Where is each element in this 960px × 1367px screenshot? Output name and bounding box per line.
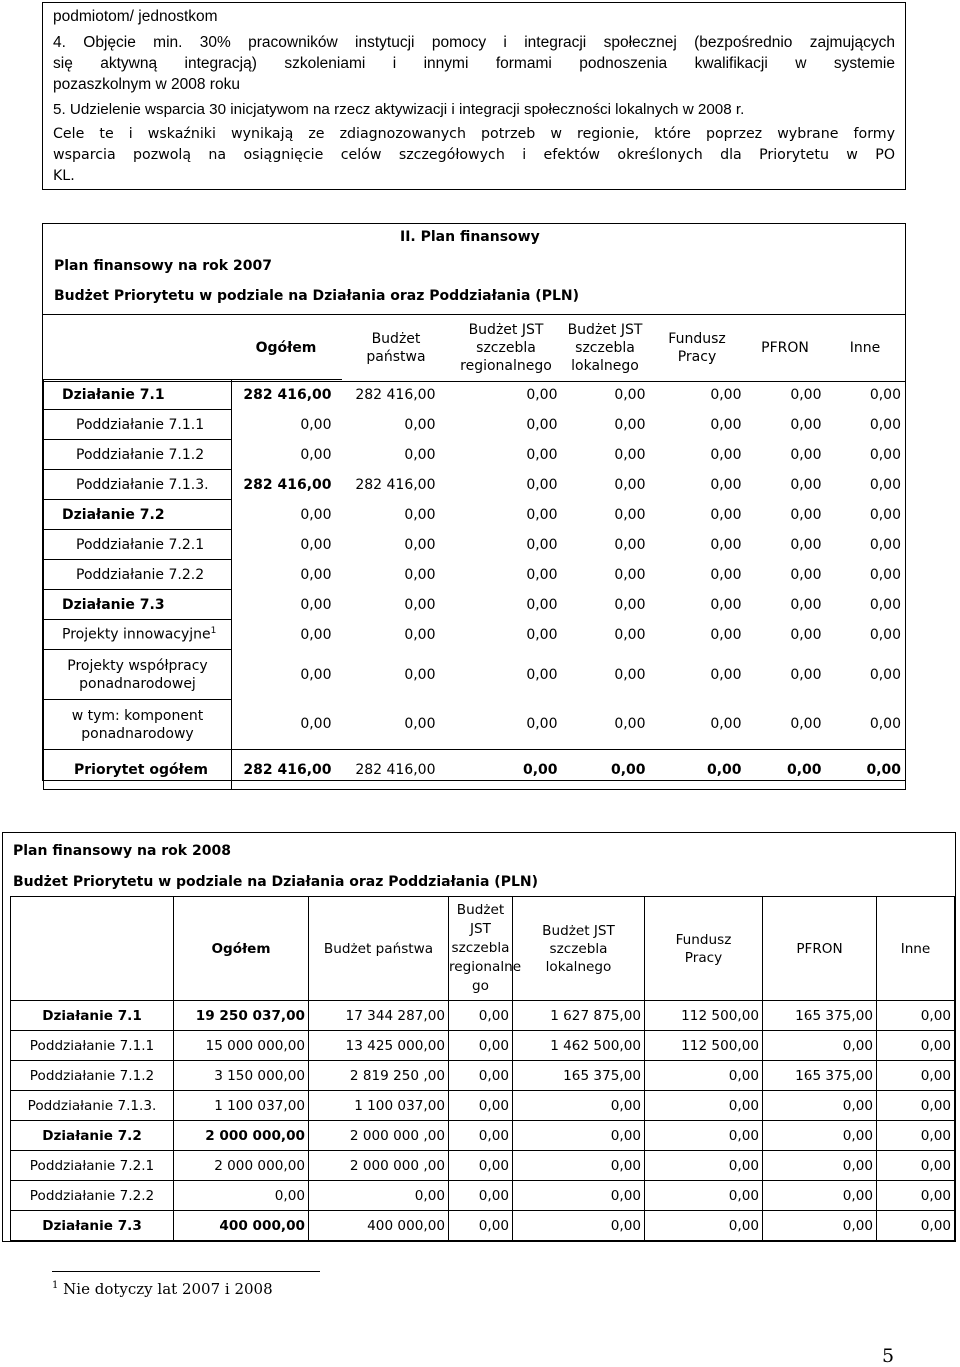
row-label-text: Priorytet ogółem: [74, 761, 208, 778]
value-cell: 165 375,00: [513, 1061, 645, 1091]
header-pfron: PFRON: [761, 340, 809, 356]
value-cell: 282 416,00: [232, 380, 342, 410]
value-cell: 0,00: [826, 650, 906, 700]
value-cell: 2 000 000,00: [174, 1151, 309, 1181]
value-cell: 0,00: [449, 1091, 513, 1121]
value-cell: 0,00: [232, 440, 342, 470]
value-cell: 2 000 000 ,00: [309, 1151, 449, 1181]
value-cell: 0,00: [763, 1091, 877, 1121]
value-cell: 0,00: [404, 716, 436, 733]
header-line: szczebla: [451, 940, 510, 956]
header-ogolem: Ogółem: [255, 340, 317, 356]
value-cell: 0,00: [526, 416, 558, 433]
objective-4-line-1: 4. Objęcie min. 30% pracowników instytucji pomocy i integracji społecznej (bezpośrednio zajmujących: [53, 34, 895, 51]
header-line: regionalnego: [460, 358, 552, 374]
value-cell: 0,00: [614, 476, 646, 493]
row-label: [44, 620, 232, 650]
value-cell: 0,00: [526, 386, 558, 403]
value-cell: 0,00: [513, 1181, 645, 1211]
value-cell: 0,00: [645, 1181, 763, 1211]
row-label: Poddziałanie 7.2.2: [11, 1181, 174, 1211]
value-cell: 0,00: [614, 626, 646, 643]
value-cell: 0,00: [232, 410, 342, 440]
value-cell: 0,00: [449, 1031, 513, 1061]
table-row: [11, 1211, 955, 1241]
header-jst-regionalny: [449, 897, 522, 1001]
row-label: [44, 650, 232, 700]
row-label-text: Działanie 7.3: [62, 596, 165, 613]
row-label: [44, 440, 232, 470]
value-cell: 0,00: [877, 1151, 955, 1181]
value-cell: 0,00: [614, 666, 646, 683]
value-cell: 0,00: [449, 1061, 513, 1091]
row-label: [44, 410, 232, 440]
header-line: Budżet JST: [468, 322, 544, 338]
value-cell: 165 375,00: [763, 1001, 877, 1031]
value-cell: 0,00: [232, 530, 342, 560]
value-cell: 0,00: [232, 620, 342, 650]
value-cell: 0,00: [763, 1121, 877, 1151]
value-cell: 0,00: [232, 700, 342, 750]
row-label-line: ponadnarodowy: [81, 725, 194, 742]
plan-2008-title: Plan finansowy na rok 2008: [13, 843, 231, 859]
row-label: [44, 380, 232, 410]
objectives-box: [42, 2, 906, 190]
row-label: Poddziałanie 7.1.3.: [11, 1091, 174, 1121]
value-cell: 0,00: [449, 1001, 513, 1031]
value-cell: 0,00: [449, 1121, 513, 1151]
value-cell: 0,00: [232, 590, 342, 620]
row-label-text: Działanie 7.1: [62, 386, 165, 403]
value-cell: 0,00: [614, 506, 646, 523]
table-row: [44, 650, 906, 700]
header-line: go: [472, 978, 489, 994]
row-label-line: ponadnarodowej: [79, 675, 196, 692]
value-cell: 0,00: [404, 416, 436, 433]
header-line: lokalnego: [571, 358, 639, 374]
value-cell: 0,00: [526, 596, 558, 613]
header-inne: Inne: [877, 897, 955, 1001]
value-cell: 0,00: [710, 446, 742, 463]
value-cell: 0,00: [526, 476, 558, 493]
value-cell: 17 344 287,00: [309, 1001, 449, 1031]
value-cell: 0,00: [710, 386, 742, 403]
value-cell: 0,00: [826, 410, 906, 440]
table-row: [44, 440, 906, 470]
value-cell: 0,00: [826, 700, 906, 750]
value-cell: 0,00: [763, 1181, 877, 1211]
value-cell: 0,00: [449, 1211, 513, 1241]
value-cell: 0,00: [877, 1031, 955, 1061]
table-row: [11, 1151, 955, 1181]
value-cell: 3 150 000,00: [174, 1061, 309, 1091]
objective-4-line-2: się aktywną integracją) szkoleniami i innymi formami podnoszenia kwalifikacji w systemie: [53, 55, 895, 72]
row-label-line: Projekty współpracy: [67, 657, 208, 674]
value-cell: 0,00: [790, 536, 822, 553]
value-cell: 0,00: [614, 536, 646, 553]
value-cell: 0,00: [404, 536, 436, 553]
value-cell: 0,00: [614, 416, 646, 433]
value-cell: 0,00: [710, 626, 742, 643]
value-cell: 0,00: [614, 386, 646, 403]
footnote: [52, 1280, 273, 1298]
value-cell: 0,00: [452, 750, 562, 790]
row-label-text: Poddziałanie 7.1.3.: [76, 476, 209, 493]
value-cell: 282 416,00: [342, 750, 452, 790]
value-cell: 0,00: [562, 750, 650, 790]
header-line: JST: [470, 921, 491, 937]
conclusion-line-2: wsparcia pozwolą na osiągnięcie celów szczegółowych i efektów określonych dla Priorytetu w PO: [53, 147, 895, 163]
conclusion-line-3: KL.: [53, 168, 75, 184]
table-row: [11, 1001, 955, 1031]
value-cell: 0,00: [650, 750, 746, 790]
value-cell: 0,00: [710, 416, 742, 433]
value-cell: 15 000 000,00: [174, 1031, 309, 1061]
value-cell: 0,00: [404, 626, 436, 643]
row-label-text: Poddziałanie 7.1.2: [76, 446, 205, 463]
value-cell: 0,00: [790, 416, 822, 433]
table-row: [11, 1061, 955, 1091]
value-cell: 0,00: [404, 596, 436, 613]
value-cell: 1 627 875,00: [513, 1001, 645, 1031]
page-number: 5: [882, 1345, 895, 1367]
value-cell: 0,00: [526, 666, 558, 683]
value-cell: 0,00: [614, 596, 646, 613]
table-row: [44, 590, 906, 620]
value-cell: 0,00: [790, 386, 822, 403]
value-cell: 0,00: [826, 440, 906, 470]
value-cell: 0,00: [826, 750, 906, 790]
row-label: [44, 590, 232, 620]
objective-5: 5. Udzielenie wsparcia 30 inicjatywom na rzecz aktywizacji i integracji społeczności lokalnych w 2008 r.: [53, 101, 745, 118]
table-row: [44, 560, 906, 590]
row-label: [44, 560, 232, 590]
value-cell: 0,00: [526, 506, 558, 523]
plan-2008-header: [11, 897, 955, 1001]
value-cell: 0,00: [790, 626, 822, 643]
header-jst-regionalny: [451, 315, 561, 382]
value-cell: 0,00: [710, 666, 742, 683]
table-row: [44, 380, 906, 410]
header-inne: Inne: [849, 340, 881, 356]
value-cell: 282 416,00: [355, 476, 436, 493]
row-label: [44, 700, 232, 750]
value-cell: 0,00: [763, 1151, 877, 1181]
value-cell: 1 100 037,00: [309, 1091, 449, 1121]
header-blank: [11, 897, 174, 1001]
row-label-text: Projekty innowacyjne: [62, 626, 211, 643]
table-row: [44, 500, 906, 530]
value-cell: 0,00: [526, 446, 558, 463]
value-cell: 0,00: [614, 446, 646, 463]
plan-2008-table: [10, 896, 955, 1241]
table-row: [11, 1091, 955, 1121]
row-label-text: Działanie 7.2: [62, 506, 165, 523]
value-cell: 282 416,00: [355, 386, 436, 403]
row-label: Poddziałanie 7.2.1: [11, 1151, 174, 1181]
table-row: [44, 750, 906, 790]
row-label: [44, 750, 232, 790]
value-cell: 0,00: [404, 566, 436, 583]
value-cell: 0,00: [526, 716, 558, 733]
value-cell: 13 425 000,00: [309, 1031, 449, 1061]
value-cell: 0,00: [710, 596, 742, 613]
header-line: państwa: [366, 349, 426, 365]
value-cell: 0,00: [645, 1211, 763, 1241]
value-cell: 0,00: [710, 536, 742, 553]
value-cell: 0,00: [790, 596, 822, 613]
header-blank: [43, 315, 231, 382]
row-label: [44, 530, 232, 560]
table-row: [44, 410, 906, 440]
header-line: Budżet JST szczebla: [542, 922, 615, 957]
value-cell: 19 250 037,00: [174, 1001, 309, 1031]
table-row: [11, 1031, 955, 1061]
value-cell: 0,00: [790, 446, 822, 463]
plan-2007-title: Plan finansowy na rok 2007: [54, 258, 272, 274]
value-cell: 0,00: [174, 1181, 309, 1211]
value-cell: 0,00: [513, 1091, 645, 1121]
value-cell: 0,00: [404, 446, 436, 463]
footnote-separator: [52, 1271, 320, 1272]
header-jst-lokalny: [561, 315, 649, 382]
header-line: Fundusz: [675, 931, 732, 948]
value-cell: 0,00: [404, 506, 436, 523]
header-jst-lokalny: [513, 897, 645, 1001]
row-label: Poddziałanie 7.1.2: [11, 1061, 174, 1091]
header-line: szczebla: [476, 340, 536, 356]
value-cell: 0,00: [763, 1031, 877, 1061]
value-cell: 282 416,00: [232, 470, 342, 500]
value-cell: 0,00: [614, 716, 646, 733]
table-row: [44, 470, 906, 500]
value-cell: 0,00: [404, 666, 436, 683]
value-cell: 0,00: [877, 1211, 955, 1241]
value-cell: 0,00: [826, 530, 906, 560]
value-cell: 0,00: [790, 716, 822, 733]
value-cell: 2 000 000 ,00: [309, 1121, 449, 1151]
value-cell: 165 375,00: [763, 1061, 877, 1091]
value-cell: 0,00: [826, 560, 906, 590]
header-fundusz-pracy: [645, 897, 763, 1001]
row-label-text: Poddziałanie 7.2.1: [76, 536, 205, 553]
value-cell: 0,00: [763, 1211, 877, 1241]
value-cell: 112 500,00: [645, 1001, 763, 1031]
value-cell: 0,00: [614, 566, 646, 583]
table-row: [44, 620, 906, 650]
objectives-line: podmiotom/ jednostkom: [53, 8, 218, 25]
value-cell: 0,00: [449, 1151, 513, 1181]
footnote-mark: 1: [52, 1280, 59, 1291]
table-row: [44, 530, 906, 560]
value-cell: 0,00: [513, 1211, 645, 1241]
value-cell: 0,00: [710, 566, 742, 583]
value-cell: 0,00: [826, 470, 906, 500]
header-line: Budżet: [456, 902, 505, 918]
header-line: Budżet: [371, 331, 421, 347]
header-line: regionalne: [449, 959, 522, 975]
value-cell: 0,00: [526, 536, 558, 553]
header-fundusz-pracy: [649, 315, 745, 382]
value-cell: 0,00: [746, 750, 826, 790]
conclusion-line-1: Cele te i wskaźniki wynikają ze zdiagnozowanych potrzeb w regionie, które poprzez wybrane formy: [53, 126, 895, 142]
value-cell: 0,00: [449, 1181, 513, 1211]
value-cell: 0,00: [710, 716, 742, 733]
table-row: [11, 1181, 955, 1211]
value-cell: 0,00: [826, 590, 906, 620]
header-pfron: PFRON: [763, 897, 877, 1001]
value-cell: 0,00: [645, 1061, 763, 1091]
row-label: [44, 500, 232, 530]
plan-2007-subtitle: Budżet Priorytetu w podziale na Działania oraz Poddziałania (PLN): [54, 288, 579, 304]
row-label: Działanie 7.1: [11, 1001, 174, 1031]
row-label: Działanie 7.2: [11, 1121, 174, 1151]
value-cell: 2 000 000,00: [174, 1121, 309, 1151]
value-cell: 0,00: [790, 566, 822, 583]
value-cell: 0,00: [877, 1181, 955, 1211]
value-cell: 0,00: [513, 1151, 645, 1181]
plan-2007-table: [43, 379, 906, 790]
value-cell: 0,00: [526, 626, 558, 643]
value-cell: 400 000,00: [174, 1211, 309, 1241]
value-cell: 0,00: [645, 1121, 763, 1151]
table-row: [11, 1121, 955, 1151]
value-cell: 0,00: [232, 650, 342, 700]
value-cell: 0,00: [826, 380, 906, 410]
header-line: Budżet JST: [567, 322, 643, 338]
value-cell: 0,00: [790, 666, 822, 683]
plan-2008-subtitle: Budżet Priorytetu w podziale na Działania oraz Poddziałania (PLN): [13, 874, 538, 890]
value-cell: 0,00: [790, 476, 822, 493]
footnote-ref: 1: [210, 626, 217, 637]
header-budzet-panstwa: [341, 315, 451, 382]
value-cell: 1 462 500,00: [513, 1031, 645, 1061]
row-label: Poddziałanie 7.1.1: [11, 1031, 174, 1061]
value-cell: 0,00: [877, 1091, 955, 1121]
row-label-text: Poddziałanie 7.2.2: [76, 566, 205, 583]
header-line: szczebla: [575, 340, 635, 356]
value-cell: 0,00: [645, 1091, 763, 1121]
value-cell: 0,00: [309, 1181, 449, 1211]
value-cell: 0,00: [513, 1121, 645, 1151]
objective-4-line-3: pozaszkolnym w 2008 roku: [53, 76, 240, 93]
section-title: II. Plan finansowy: [400, 229, 540, 245]
value-cell: 0,00: [645, 1151, 763, 1181]
value-cell: 0,00: [826, 620, 906, 650]
value-cell: 1 100 037,00: [174, 1091, 309, 1121]
row-label-line: w tym: komponent: [71, 707, 204, 724]
value-cell: 0,00: [826, 500, 906, 530]
value-cell: 0,00: [877, 1121, 955, 1151]
value-cell: 0,00: [877, 1061, 955, 1091]
footnote-text: Nie dotyczy lat 2007 i 2008: [63, 1280, 273, 1298]
value-cell: 0,00: [710, 476, 742, 493]
value-cell: 282 416,00: [232, 750, 342, 790]
value-cell: 2 819 250 ,00: [309, 1061, 449, 1091]
header-ogolem: Ogółem: [174, 897, 309, 1001]
header-budzet-panstwa: Budżet państwa: [309, 897, 449, 1001]
value-cell: 0,00: [232, 560, 342, 590]
row-label-text: Poddziałanie 7.1.1: [76, 416, 205, 433]
table-row: [44, 700, 906, 750]
value-cell: 400 000,00: [309, 1211, 449, 1241]
value-cell: 0,00: [526, 566, 558, 583]
value-cell: 0,00: [710, 506, 742, 523]
value-cell: 0,00: [232, 500, 342, 530]
row-label: [44, 470, 232, 500]
value-cell: 0,00: [790, 506, 822, 523]
header-line: Pracy: [684, 949, 723, 966]
row-label: Działanie 7.3: [11, 1211, 174, 1241]
value-cell: 112 500,00: [645, 1031, 763, 1061]
header-line: Pracy: [677, 349, 717, 365]
header-line: lokalnego: [545, 958, 612, 975]
value-cell: 0,00: [877, 1001, 955, 1031]
header-line: Fundusz: [668, 331, 726, 347]
plan-2007-header: [43, 314, 905, 382]
